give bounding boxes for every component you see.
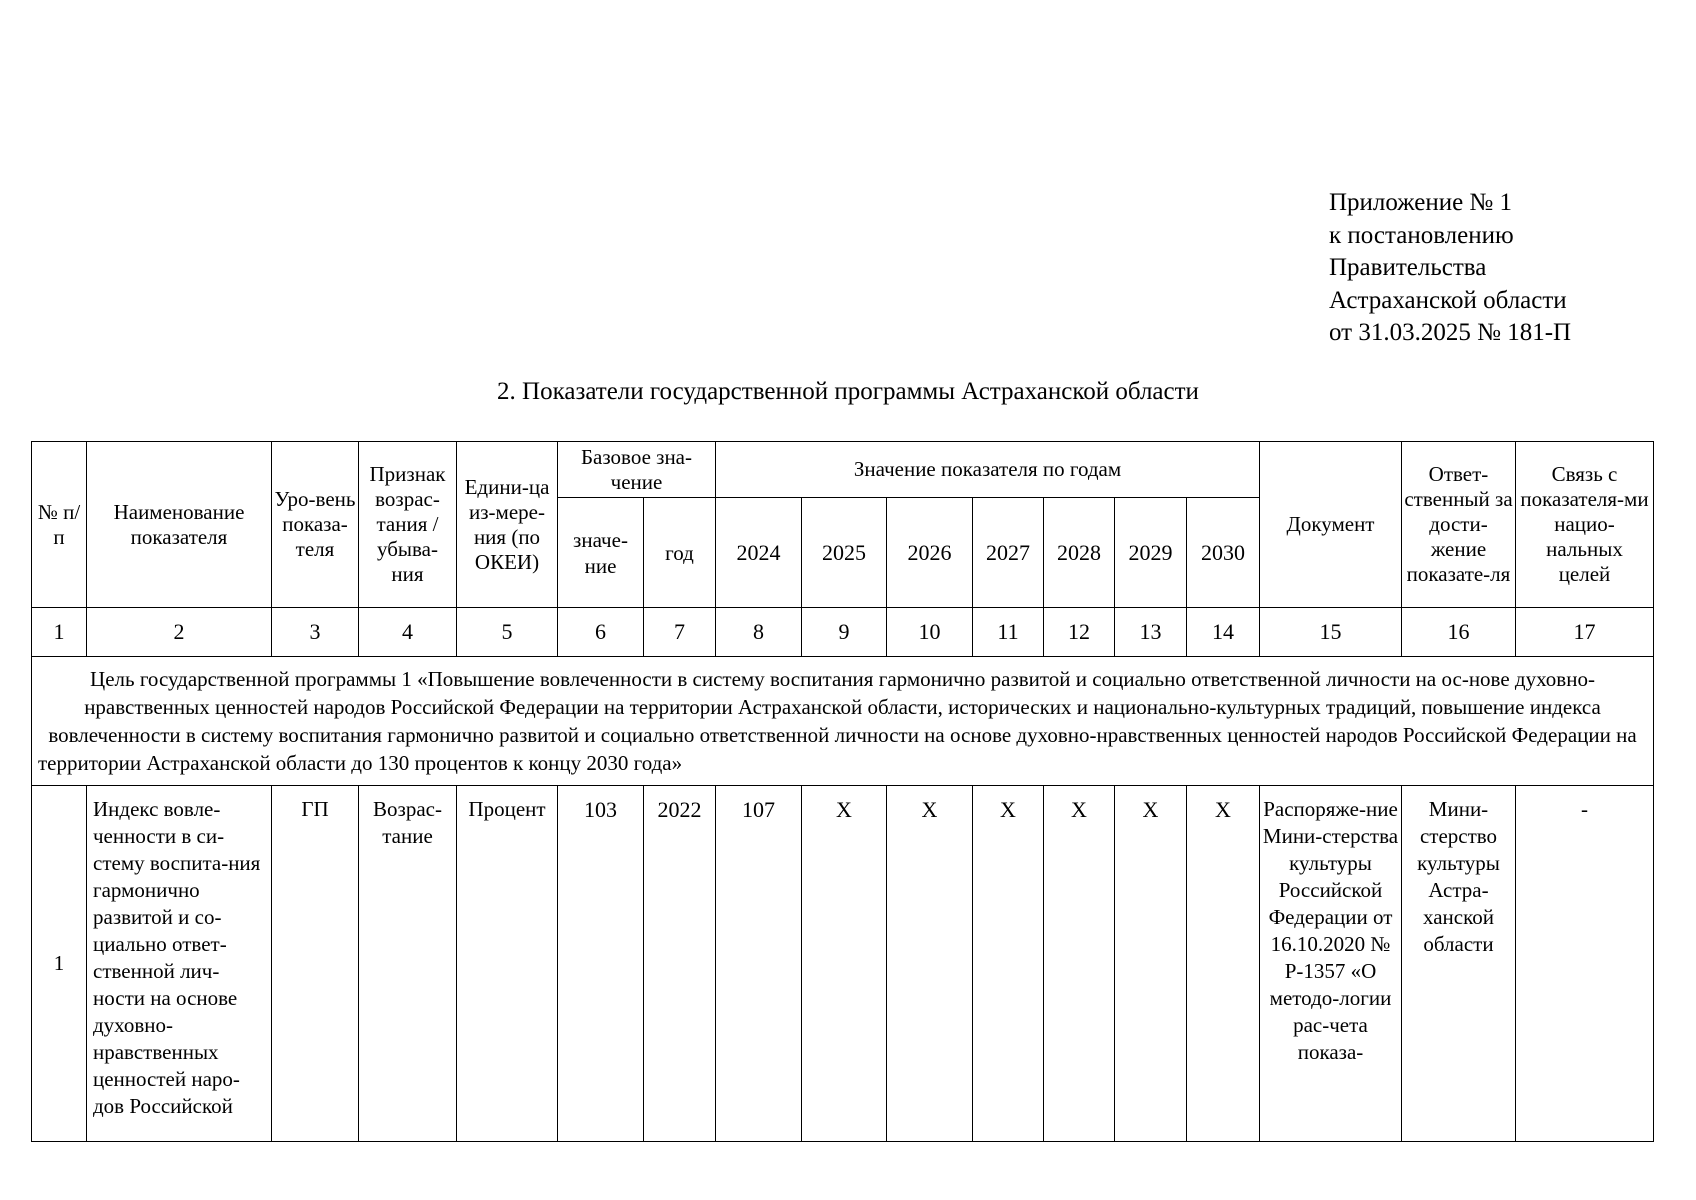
header-base-value: значе-ние (558, 498, 644, 608)
column-number: 12 (1044, 608, 1115, 657)
column-number: 8 (716, 608, 802, 657)
column-number: 2 (87, 608, 272, 657)
column-number: 4 (359, 608, 457, 657)
row-base-value: 103 (558, 786, 644, 1142)
column-number: 10 (887, 608, 973, 657)
header-base: Базовое зна-чение (558, 442, 716, 498)
row-level: ГП (272, 786, 359, 1142)
goal-text: Цель государственной программы 1 «Повышение вовлеченности в систему воспитания гармонично развитой и социально ответственной личности на ос-нове духовно-нравственных ценностей народов Российской Федерации на территории Астраханской области, исторических и национально-культурных традиций, повышение индекса вовлеченности в систему воспитания гармонично развитой и социально ответственной личности на основе духовно-нравственных ценностей народов Российской Федерации на территории Астраханской области до 130 процентов к концу 2030 года» (32, 657, 1654, 786)
page-title: 2. Показатели государственной программы Астраханской области (497, 378, 1199, 405)
header-year-2028: 2028 (1044, 498, 1115, 608)
column-number: 9 (802, 608, 887, 657)
header-by-years: Значение показателя по годам (716, 442, 1260, 498)
header-num: № п/п (32, 442, 87, 608)
header-responsible: Ответ-ственный за дости-жение показате-ля (1402, 442, 1516, 608)
row-num: 1 (32, 786, 87, 1142)
header-link: Связь с показателя-ми нацио-нальных целей (1516, 442, 1654, 608)
header-unit: Едини-ца из-мере-ния (по ОКЕИ) (457, 442, 558, 608)
column-number: 14 (1187, 608, 1260, 657)
column-number: 15 (1260, 608, 1402, 657)
column-number: 7 (644, 608, 716, 657)
row-value-2025: Х (802, 786, 887, 1142)
row-trend: Возрас-тание (359, 786, 457, 1142)
annex-block (1329, 187, 1571, 350)
row-name: Индекс вовле-ченности в си-стему воспита-ния гармонично развитой и со-циально ответ-ственной лич-ности на основе духовно-нравственных ценностей наро-дов Российской (87, 786, 272, 1142)
header-level: Уро-вень показа-теля (272, 442, 359, 608)
column-number: 17 (1516, 608, 1654, 657)
row-value-2028: Х (1044, 786, 1115, 1142)
column-number: 16 (1402, 608, 1516, 657)
annex-line-5: от 31.03.2025 № 181-П (1329, 319, 1572, 346)
row-responsible: Мини-стерство культуры Астра-ханской области (1402, 786, 1516, 1142)
row-value-2030: Х (1187, 786, 1260, 1142)
header-year-2027: 2027 (973, 498, 1044, 608)
header-year-2026: 2026 (887, 498, 973, 608)
row-link: - (1516, 786, 1654, 1142)
header-year-2030: 2030 (1187, 498, 1260, 608)
header-base-year: год (644, 498, 716, 608)
header-year-2029: 2029 (1115, 498, 1187, 608)
annex-line-3: Правительства (1329, 254, 1487, 281)
row-document: Распоряже-ние Мини-стерства культуры Российской Федерации от 16.10.2020 № Р-1357 «О методо-логии рас-чета показа- (1260, 786, 1402, 1142)
column-number-row (32, 608, 1654, 657)
goal-row (32, 657, 1654, 786)
row-value-2027: Х (973, 786, 1044, 1142)
column-number: 1 (32, 608, 87, 657)
header-year-2025: 2025 (802, 498, 887, 608)
column-number: 3 (272, 608, 359, 657)
row-value-2029: Х (1115, 786, 1187, 1142)
table-row (32, 786, 1654, 1142)
row-base-year: 2022 (644, 786, 716, 1142)
column-number: 13 (1115, 608, 1187, 657)
column-number: 6 (558, 608, 644, 657)
row-unit: Процент (457, 786, 558, 1142)
column-number: 11 (973, 608, 1044, 657)
annex-line-1: Приложение № 1 (1329, 189, 1513, 216)
header-name: Наименование показателя (87, 442, 272, 608)
indicators-table (31, 441, 1654, 1142)
row-value-2026: Х (887, 786, 973, 1142)
column-number: 5 (457, 608, 558, 657)
header-document: Документ (1260, 442, 1402, 608)
header-trend: Признак возрас-тания / убыва-ния (359, 442, 457, 608)
annex-line-2: к постановлению (1329, 221, 1514, 249)
header-year-2024: 2024 (716, 498, 802, 608)
annex-line-4: Астраханской области (1329, 286, 1567, 314)
row-value-2024: 107 (716, 786, 802, 1142)
